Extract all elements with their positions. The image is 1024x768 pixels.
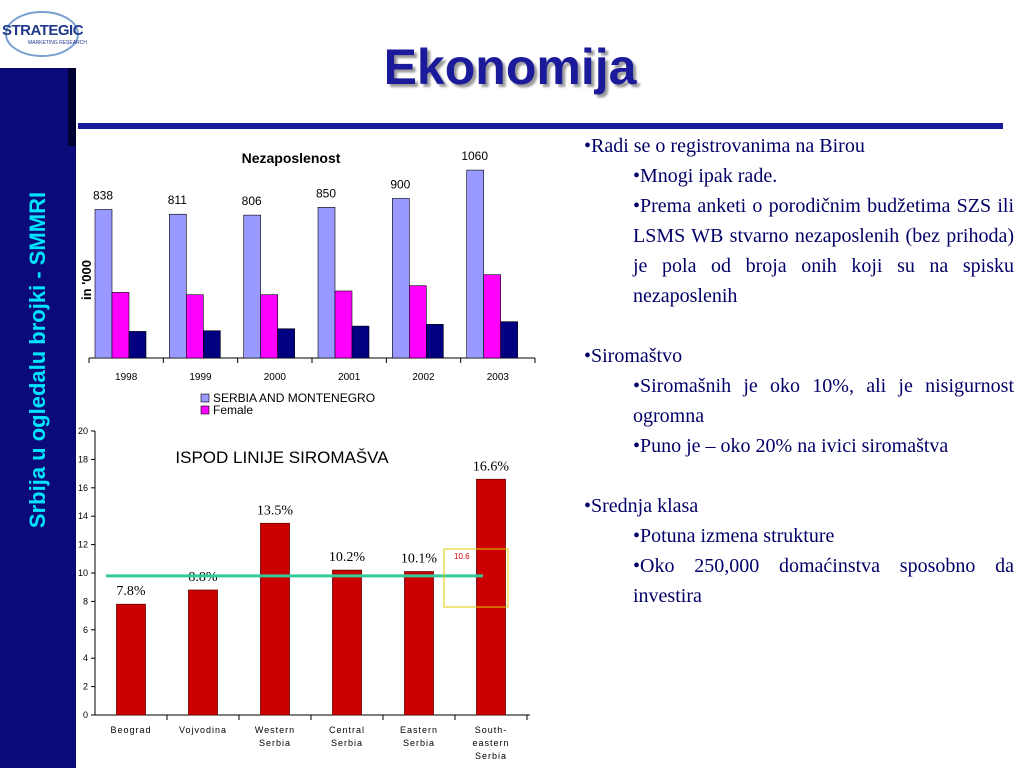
chart1-bar [352,326,369,358]
chart2-category-label: South- [474,725,508,735]
bullet-many-work: •Mnogi ipak rade. [633,165,778,187]
chart2-y-tick-label: 0 [82,710,88,720]
chart1-value-label: 900 [390,177,411,192]
chart2-value-label: 8.8% [188,570,218,586]
chart1-value-label: 811 [167,193,187,208]
chart1-bar [318,207,335,358]
bullet-poverty-edge: •Puno je – oko 20% na ivici siromaštva [633,435,949,457]
bullet-survey: •Prema anketi o porodičnim budžetima SZS ili LSMS WB stvarno nezaposlenih (bez prihoda) je pola od broja onih koji su na spisku nezaposlenih [633,195,1014,307]
chart2-y-tick-label: 16 [77,482,88,493]
chart2-y-tick-label: 14 [77,511,88,522]
chart2-value-label: 10.1% [400,551,438,567]
chart2-category-label: Eastern [399,725,439,735]
chart2-category-label: Serbia [330,738,364,748]
bullet-middle-class: •Srednja klasa [584,495,699,517]
chart1-legend-label: Female [213,403,254,417]
chart1-category-label: 2003 [486,372,509,383]
chart1-bar [392,198,409,358]
logo-text: STRATEGIC [2,22,84,39]
chart2-value-label: 16.6% [472,459,510,475]
chart2-value-label: 10.2% [328,550,366,566]
chart1-value-label: 850 [315,186,337,201]
bullet-structure-change: •Potuna izmena strukture [633,525,835,547]
chart2-category-label: Central [328,725,366,735]
chart1-value-label: 806 [241,194,262,209]
chart2-bar [117,604,146,715]
chart1-bar [261,295,278,358]
chart2-y-tick-label: 6 [82,624,88,635]
chart2-annotation-label: 10.6 [454,552,470,561]
chart2-category-label: Serbia [474,751,508,761]
chart2-value-label: 7.8% [116,584,146,600]
chart2-y-tick-label: 10 [77,568,88,578]
chart1-bar [244,215,261,358]
chart1-value-label: 838 [92,188,114,203]
chart2-category-label: Beograd [110,725,152,735]
chart2-bar [477,479,506,715]
chart2-title: ISPOD LINIJE SIROMAŠVA [175,448,389,467]
chart1-value-label: 1060 [461,149,489,164]
chart2-category-label: eastern [472,738,510,748]
chart1-bar [278,329,295,358]
bullet-registered: •Radi se o registrovanima na Birou [584,135,865,157]
bullet-households: •Oko 250,000 domaćinstva sposobno da investira [633,555,1014,607]
title-divider [78,123,1003,129]
chart1-category-label: 2001 [338,372,361,383]
chart1-legend-label: SERBIA AND MONTENEGRO [213,391,376,405]
chart1-bar [129,331,146,358]
unemployment-chart [78,140,548,425]
chart1-bar [409,286,426,358]
chart1-bar [95,209,112,358]
page-title: Ekonomija [383,39,637,95]
chart1-ylabel: in '000 [79,260,94,300]
chart2-category-label: Serbia [258,738,292,748]
bullet-list [578,131,1014,611]
chart2-bar [405,572,434,715]
sidebar-caption: Srbija u ogledalu brojki - SMMRI [25,191,50,529]
chart1-bar [484,275,501,358]
bullet-poverty-share: •Siromašnih je oko 10%, ali je nisigurnost ogromna [633,375,1014,427]
chart1-bar [426,324,443,358]
chart1-category-label: 1999 [189,372,212,383]
chart1-bar [203,331,220,358]
bullet-poverty: •Siromaštvo [584,345,683,367]
chart2-y-tick-label: 20 [77,426,88,436]
chart1-category-label: 1998 [115,372,138,383]
chart1-bar [335,291,352,358]
chart1-bar [467,170,484,358]
chart2-bar [333,570,362,715]
poverty-chart [60,420,530,765]
chart1-title: Nezaposlenost [241,150,341,166]
chart1-category-label: 2002 [412,372,435,383]
chart2-y-tick-label: 4 [82,653,88,664]
chart1-category-label: 2000 [263,372,286,383]
chart2-bar [189,590,218,715]
chart2-bar [261,523,290,715]
chart1-bar [501,322,518,358]
chart2-y-tick-label: 2 [82,681,88,692]
chart1-bar [112,292,129,358]
chart1-legend-swatch [201,394,209,402]
chart2-y-tick-label: 8 [82,596,88,607]
chart2-value-label: 13.5% [256,503,294,519]
chart2-category-label: Vojvodina [178,725,228,735]
chart2-y-tick-label: 18 [77,454,88,465]
chart1-bar [186,295,203,358]
chart2-category-label: Western [254,725,296,735]
chart2-category-label: Serbia [402,738,436,748]
logo-subtext: MARKETING RESEARCH [28,40,87,46]
chart2-y-tick-label: 12 [77,539,88,550]
chart1-bar [169,214,186,358]
chart1-legend-swatch [201,406,209,414]
